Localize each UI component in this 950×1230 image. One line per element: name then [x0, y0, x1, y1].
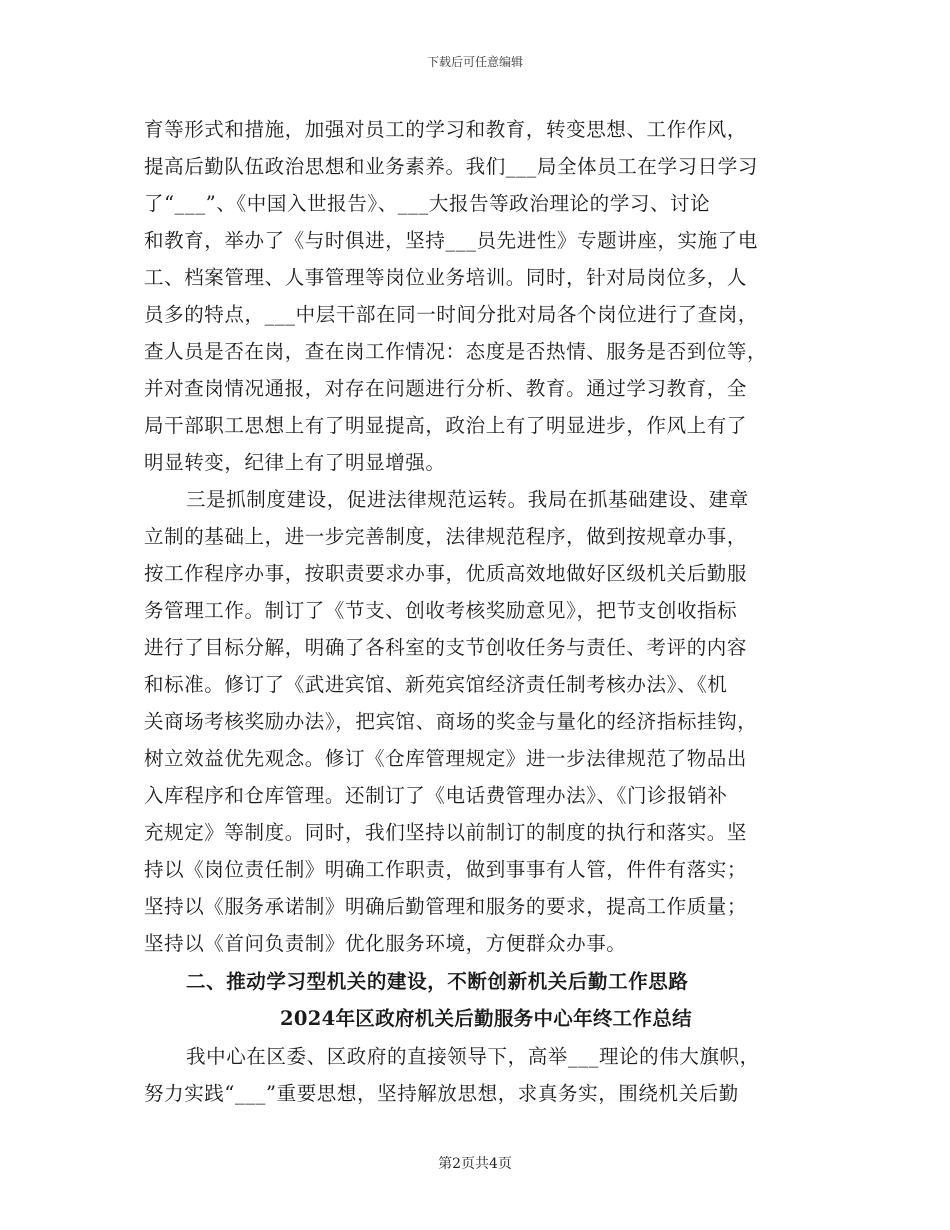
body-line: 树立效益优先观念。修订《仓库管理规定》进一步法律规范了物品出: [144, 747, 748, 770]
body-line: 并对查岗情况通报，对存在问题进行分析、教育。通过学习教育，全: [144, 377, 748, 400]
body-line: 了“___”、《中国入世报告》、___大报告等政治理论的学习、讨论: [144, 192, 711, 215]
body-line: 持以《岗位责任制》明确工作职责，做到事事有人管，件件有落实；: [144, 858, 748, 881]
body-line: 和标准。修订了《武进宾馆、新苑宾馆经济责任制考核办法》、《机: [144, 673, 728, 696]
paragraph-start-line: 我中心在区委、区政府的直接领导下，高举___理论的伟大旗帜，: [186, 1045, 760, 1068]
page-number-footer: 第2页共4页: [438, 1156, 512, 1172]
page-header-note: 下载后可任意编辑: [426, 55, 523, 69]
section-heading: 二、推动学习型机关的建设，不断创新机关后勤工作思路: [186, 970, 689, 993]
document-title: 2024年区政府机关后勤服务中心年终工作总结: [280, 1007, 692, 1030]
body-line: 进行了目标分解，明确了各科室的支节创收任务与责任、考评的内容: [144, 636, 748, 659]
body-line: 提高后勤队伍政治思想和业务素养。我们___局全体员工在学习日学习: [144, 155, 758, 178]
body-line: 明显转变，纪律上有了明显增强。: [144, 451, 446, 474]
body-line: 工、档案管理、人事管理等岗位业务培训。同时，针对局岗位多，人: [144, 266, 748, 289]
body-line: 立制的基础上，进一步完善制度，法律规范程序，做到按规章办事，: [144, 525, 748, 548]
body-line: 局干部职工思想上有了明显提高，政治上有了明显进步，作风上有了: [144, 414, 748, 437]
body-line: 努力实践“___”重要思想，坚持解放思想，求真务实，围绕机关后勤: [144, 1082, 739, 1105]
body-line: 育等形式和措施，加强对员工的学习和教育，转变思想、工作作风，: [144, 118, 748, 141]
body-line: 查人员是否在岗，查在岗工作情况：态度是否热情、服务是否到位等，: [144, 340, 768, 363]
body-line: 坚持以《服务承诺制》明确后勤管理和服务的要求，提高工作质量；: [144, 895, 748, 918]
body-line: 务管理工作。制订了《节支、创收考核奖励意见》，把节支创收指标: [144, 599, 738, 622]
body-line: 坚持以《首问负责制》优化服务环境，方便群众办事。: [144, 932, 627, 955]
body-line: 员多的特点，___中层干部在同一时间分批对局各个岗位进行了查岗，: [144, 303, 758, 326]
paragraph-start-line: 三是抓制度建设，促进法律规范运转。我局在抓基础建设、建章: [186, 488, 749, 511]
body-line: 关商场考核奖励办法》，把宾馆、商场的奖金与量化的经济指标挂钩，: [144, 710, 758, 733]
body-line: 充规定》等制度。同时，我们坚持以前制订的制度的执行和落实。坚: [144, 821, 748, 844]
body-line: 和教育，举办了《与时俱进，坚持___员先进性》专题讲座，实施了电: [144, 229, 758, 252]
body-line: 按工作程序办事，按职责要求办事，优质高效地做好区级机关后勤服: [144, 562, 748, 585]
body-line: 入库程序和仓库管理。还制订了《电话费管理办法》、《门诊报销补: [144, 784, 728, 807]
